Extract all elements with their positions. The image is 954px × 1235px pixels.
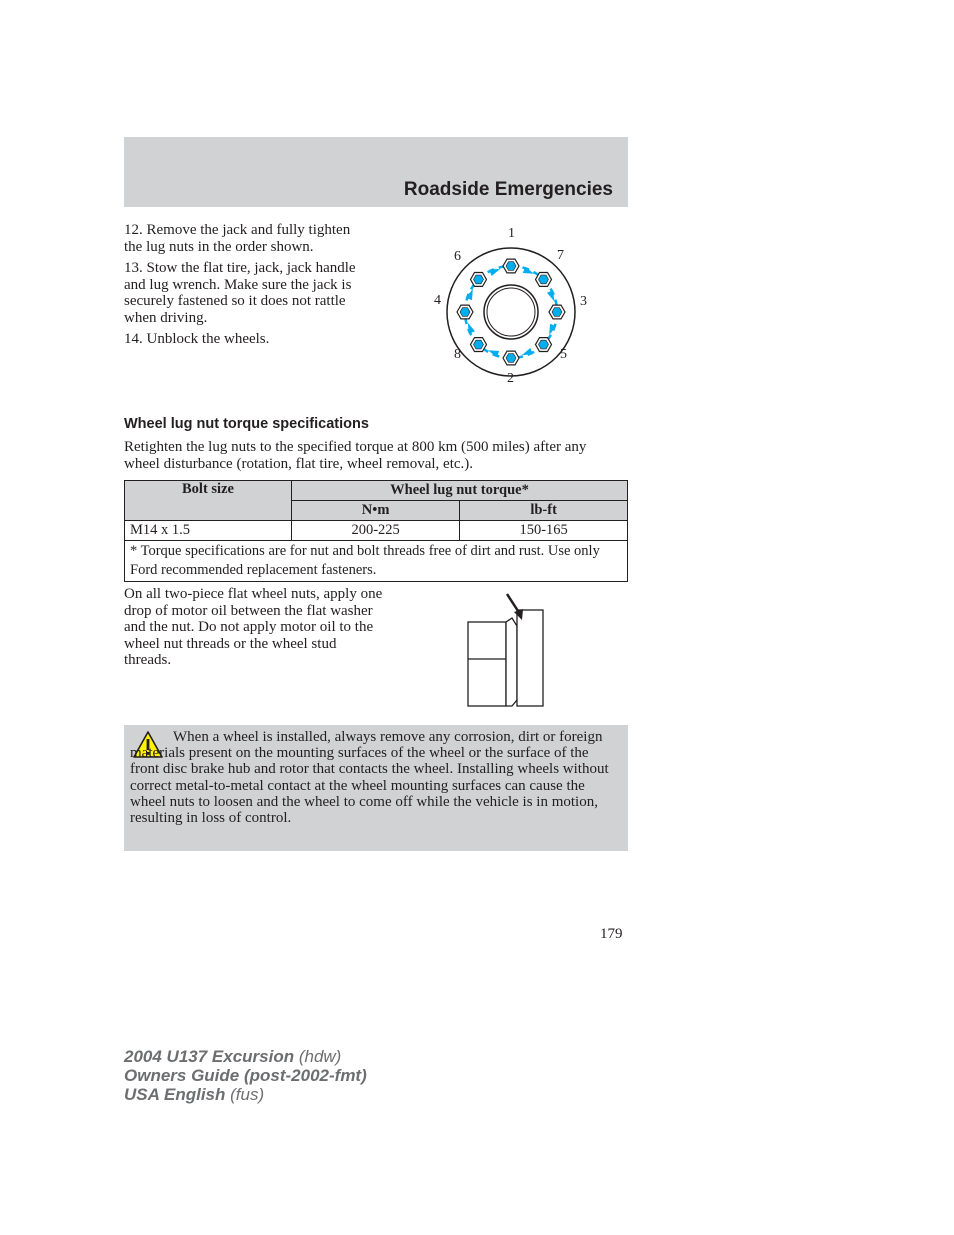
footer-language-code: (fus): [225, 1085, 265, 1104]
nut-taper: [506, 618, 517, 706]
warning-text: When a wheel is installed, always remove any corrosion, dirt or foreign materials present on the mounting surfaces of the wheel or the surface of the front disc brake hub and rotor that contacts the wheel. Installing wheels without correct metal-to-metal contact at the wheel mounting surfaces can cause the wheel nuts to loosen and the wheel to come off while the vehicle is in motion, resulting in loss of control.: [130, 729, 609, 827]
footer-guide: Owners Guide (post-2002-fmt): [124, 1066, 367, 1085]
lug-label-6: 6: [454, 249, 461, 264]
lug-nuts: [457, 259, 565, 365]
oil-note: On all two-piece flat wheel nuts, apply one drop of motor oil between the flat washer and the nut. Do not apply motor oil to the wheel nut threads or the wheel stud threads.: [124, 586, 383, 668]
lug-label-2: 2: [507, 371, 514, 386]
footer: [124, 1047, 367, 1104]
flat-washer: [517, 610, 543, 706]
lug-label-5: 5: [560, 347, 567, 362]
torque-table: [124, 480, 628, 582]
footer-language: USA English: [124, 1085, 226, 1104]
lug-label-1: 1: [508, 226, 515, 241]
header-band: [124, 137, 628, 207]
section-heading: Wheel lug nut torque specifications: [124, 416, 369, 432]
warning-box: [124, 725, 628, 851]
two-piece-nut-diagram: [462, 590, 552, 710]
torque-intro: Retighten the lug nuts to the specified torque at 800 km (500 miles) after any wheel disturbance (rotation, flat tire, wheel removal, etc.).: [124, 439, 587, 472]
cell-lbft: 150-165: [460, 521, 628, 541]
cell-nm: 200-225: [292, 521, 460, 541]
step-14: 14. Unblock the wheels.: [124, 331, 270, 347]
header-torque: Wheel lug nut torque*: [292, 481, 628, 501]
step-12: 12. Remove the jack and fully tighten the lug nuts in the order shown.: [124, 222, 351, 255]
footer-model-code: (hdw): [294, 1047, 342, 1066]
lug-nut-socket: [474, 275, 484, 284]
sequence-arrowhead: [468, 323, 475, 334]
lug-label-8: 8: [454, 347, 461, 362]
cell-bolt: M14 x 1.5: [125, 521, 292, 541]
header-unit-nm: N•m: [292, 501, 460, 521]
sequence-arrowhead: [547, 290, 554, 301]
lug-nut-socket: [506, 354, 516, 363]
nut-body: [468, 622, 506, 706]
sequence-arrowhead: [489, 269, 500, 276]
header-bolt-size: Bolt size: [125, 481, 292, 521]
lug-nut-order-diagram: [428, 218, 598, 390]
steps-list: [124, 222, 369, 353]
table-row: [125, 521, 628, 541]
step-13: 13. Stow the flat tire, jack, jack handle and lug wrench. Make sure the jack is securely fastened so it does not rattle when driving.: [124, 260, 356, 326]
sequence-arrowhead: [522, 348, 533, 355]
wheel-bore: [487, 288, 535, 336]
header-unit-lbft: lb-ft: [460, 501, 628, 521]
lug-nut-socket: [552, 308, 562, 317]
page-title: Roadside Emergencies: [403, 179, 613, 200]
lug-nut-socket: [460, 308, 470, 317]
lug-nut-socket: [506, 262, 516, 271]
lug-label-7: 7: [557, 248, 564, 263]
footer-model: 2004 U137 Excursion: [124, 1047, 295, 1066]
lug-label-4: 4: [434, 293, 441, 308]
wheel-hub: [484, 285, 538, 339]
lug-label-3: 3: [580, 294, 587, 309]
page-number: 179: [600, 926, 623, 942]
lug-nut-socket: [539, 275, 549, 284]
lug-nut-socket: [474, 340, 484, 349]
table-footnote: * Torque specifications are for nut and bolt threads free of dirt and rust. Use only Ford recommended replacement fasteners.: [125, 541, 628, 582]
lug-nut-socket: [539, 340, 549, 349]
